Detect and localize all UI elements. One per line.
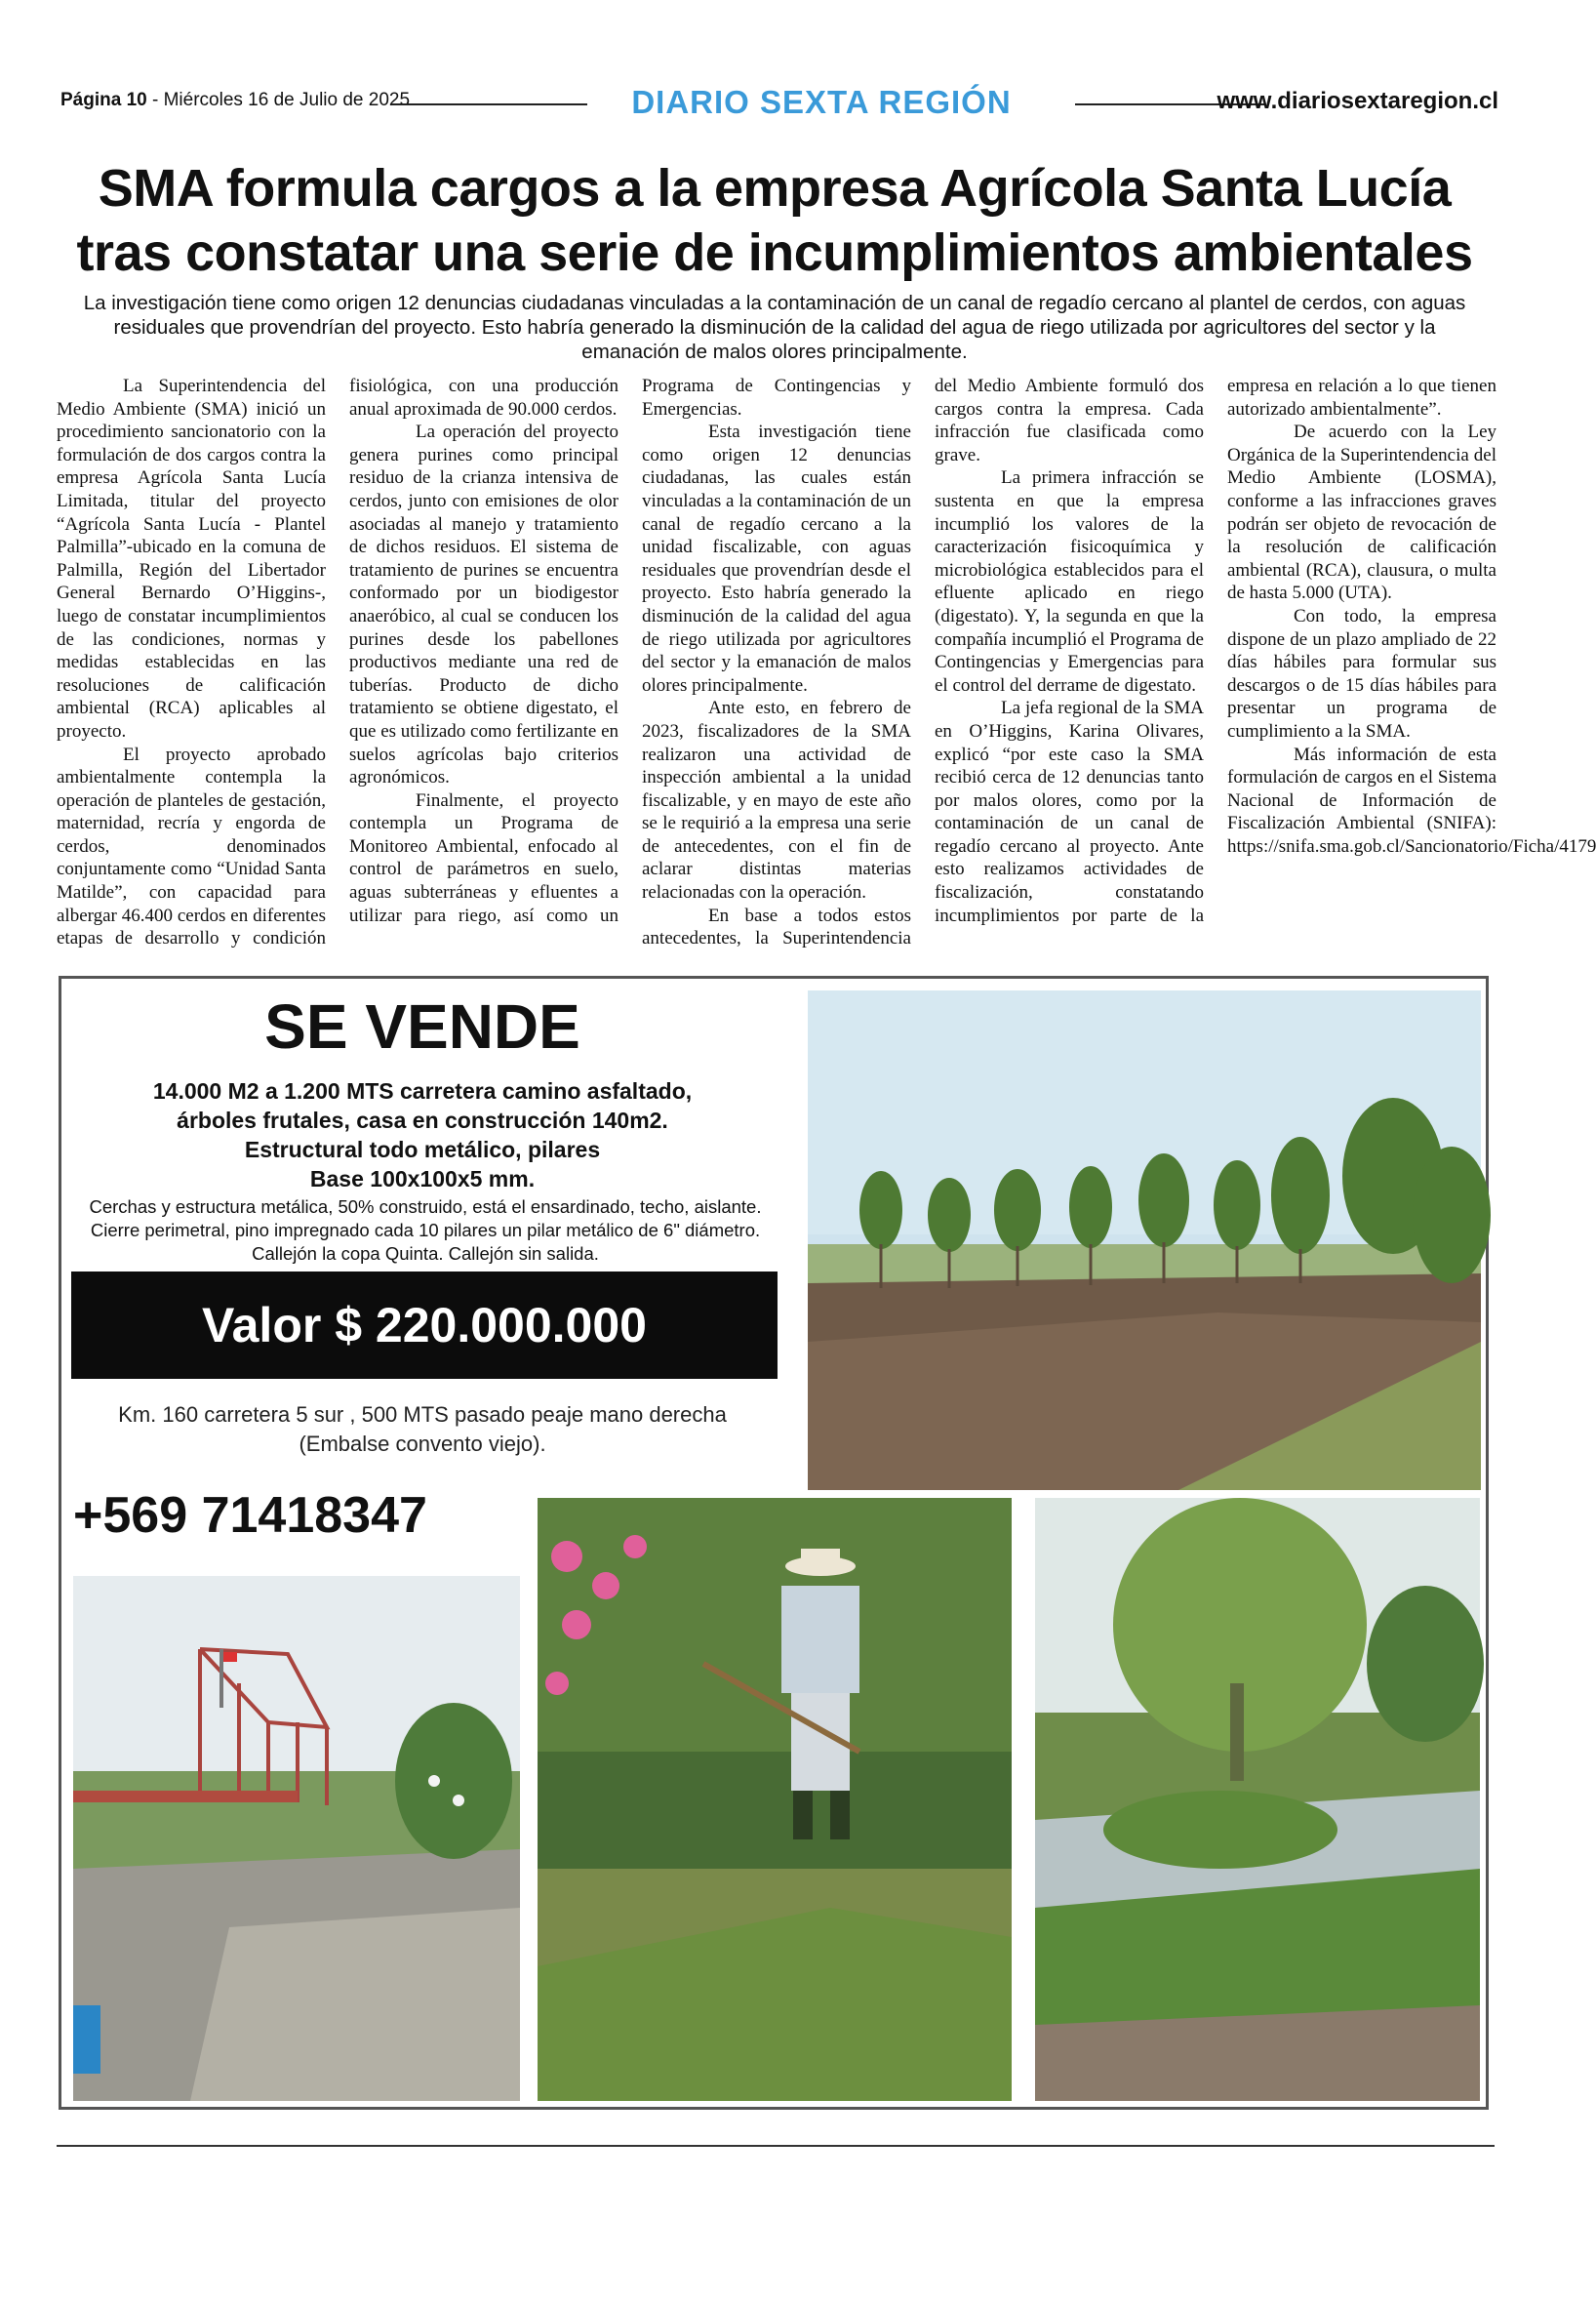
article-paragraph: El proyecto aprobado ambientalmente contempla la operación de planteles de gestación, maternidad, recría y engorda de cerdos, denominados conjuntamente como “Unidad Santa Matilde”, con capacidad para albergar 46.400 cerdos en diferentes etapas de desarrollo y condición fisiológica, con una producción anual aproximada de 90.000 cerdos. (57, 376, 618, 949)
article-deck: La investigación tiene como origen 12 denuncias ciudadanas vinculadas a la contaminación de un canal de regadío cercano al plantel de cerdos, con aguas residuales que provendrían del proyecto. Esto habría generado la disminución de la calidad del agua de riego utilizada por agricultores del sector y la emanación de malos olores principalmente. (83, 292, 1466, 363)
article-paragraph: De acuerdo con la Ley Orgánica de la Superintendencia del Medio Ambiente (LOSMA), conforme a las infracciones graves podrán ser objeto de revocación de la resolución de calificación ambiental (RCA), clausura, o multa de hasta 5.000 (UTA). (1227, 422, 1496, 604)
website-url[interactable]: www.diariosextaregion.cl (1217, 88, 1498, 114)
ad-spec-line: Estructural todo metálico, pilares (244, 1137, 601, 1162)
article-paragraph: La Superintendencia del Medio Ambiente (SMA) inició un procedimiento sancionatorio con la formulación de dos cargos contra la empresa Agrícola Santa Lucía Limitada, titular del proyecto “Agrícola Santa Lucía - Plantel Palmilla”-ubicado en la comuna de Palmilla, Región del Libertador General Bernardo O’Higgins-, luego de constatar incumplimientos de las condiciones, normas y medidas establecidas en las resoluciones de calificación ambiental (RCA) aplicables al proyecto. (57, 376, 326, 742)
page-info: Página 10 - Miércoles 16 de Julio de 2025 (60, 90, 411, 110)
article-paragraph: Más información de esta formulación de cargos en el Sistema Nacional de Información de Fiscalización Ambiental (SNIFA): https://snifa.sma.gob.cl/Sancionatorio/Ficha/4179 (1227, 744, 1596, 857)
article-headline (39, 156, 1510, 285)
gardener-photo (538, 1498, 1012, 2101)
article-paragraph: Con todo, la empresa dispone de un plazo ampliado de 22 días hábiles para formular sus descargos o de 15 días hábiles para presentar un programa de cumplimiento a la SMA. (1227, 605, 1496, 742)
garden-pond-photo (1035, 1498, 1480, 2101)
ad-details: Cerchas y estructura metálica, 50% construido, está el ensardinado, techo, aislante. Cierre perimetral, pino impregnado cada 10 pilares un pilar metálico de 6" diámetro. Callejón la copa Quinta. Callejón sin salida. (89, 1196, 762, 1264)
article-paragraph: La primera infracción se sustenta en que la empresa incumplió los valores de la caracterización fisicoquímica y microbiológica establecidos para el efluente aplicado en riego (digestato). Y, la segunda en que la compañía incumplió el Programa de Contingencias y Emergencias para el control del derrame de digestato. (935, 467, 1204, 696)
page-bottom-rule (57, 2145, 1495, 2147)
article-paragraph: La jefa regional de la SMA en O’Higgins, Karina Olivares, explicó “por este caso la SMA recibió cerca de 12 denuncias tanto por malos olores, como por la contaminación de un canal de regadío cercano al proyecto. Ante esto realizamos actividades de fiscalización, constatando incumplimientos por parte de la empresa en relación a lo que tienen autorizado ambientalmente”. (935, 376, 1496, 926)
headline-line-1: SMA formula cargos a la empresa Agrícola Santa Lucía (98, 159, 1452, 218)
ad-spec-line: Base 100x100x5 mm. (309, 1166, 536, 1191)
classified-ad (59, 976, 1489, 2110)
ad-phone-number[interactable]: +569 71418347 (73, 1487, 427, 1544)
article-paragraph: Esta investigación tiene como origen 12 denuncias ciudadanas, las cuales están vinculadas a la contaminación de un canal de regadío cercano a la unidad fiscalizable, con aguas residuales que provendrían desde el proyecto. Esto habría generado la disminución de la calidad del agua de riego utilizada por agricultores del sector y la emanación de malos olores principalmente. (642, 422, 911, 696)
article-paragraph: La operación del proyecto genera purines como principal residuo de la crianza intensiva de cerdos, junto con emisiones de olor asociadas al manejo y tratamiento de dichos residuos. El sistema de tratamiento de purines se encuentra conformado por un biodigestor anaeróbico, al cual se conducen los purines desde los pabellones productivos mediante una red de tuberías. Producto de dicho tratamiento se obtiene digestato, el que es utilizado como fertilizante en suelos agrícolas bajo criterios agronómicos. (349, 422, 618, 788)
newspaper-brand: DIARIO SEXTA REGIÓN (631, 84, 1012, 120)
page-header (60, 86, 1498, 129)
ad-spec-line: árboles frutales, casa en construcción 140m2. (177, 1108, 668, 1133)
field-trees-photo (808, 990, 1481, 1490)
metal-structure-photo (73, 1576, 520, 2101)
article-paragraph: En base a todos estos antecedentes, la Superintendencia del Medio Ambiente formuló dos cargos contra la empresa. Cada infracción fue clasificada como grave. (642, 376, 1204, 949)
ad-location: Km. 160 carretera 5 sur , 500 MTS pasado peaje mano derecha (Embalse convento viejo). (118, 1402, 727, 1456)
article-paragraph: Ante esto, en febrero de 2023, fiscalizadores de la SMA realizaron una actividad de inspección ambiental a la unidad fiscalizable, y en mayo de este año se le requirió a la empresa una serie de antecedentes, con el fin de aclarar distintas materias relacionadas con la operación. (642, 698, 911, 904)
issue-date: Miércoles 16 de Julio de 2025 (163, 90, 411, 110)
ad-spec-line: 14.000 M2 a 1.200 MTS carretera camino asfaltado, (152, 1078, 693, 1104)
page-number: Página 10 (60, 90, 147, 110)
article-paragraph: Finalmente, el proyecto contempla un Programa de Monitoreo Ambiental, enfocado al control de parámetros en suelo, aguas subterráneas y efluentes a utilizar para riego, así como un Programa de Contingencias y Emergencias. (349, 376, 911, 926)
ad-price-banner: Valor $ 220.000.000 (71, 1272, 778, 1379)
ad-title: SE VENDE (264, 991, 580, 1062)
header-rule-left (392, 103, 587, 105)
ad-specs (110, 1076, 735, 1193)
headline-line-2: tras constatar una serie de incumplimientos ambientales (76, 223, 1473, 282)
article-body (57, 375, 1596, 970)
